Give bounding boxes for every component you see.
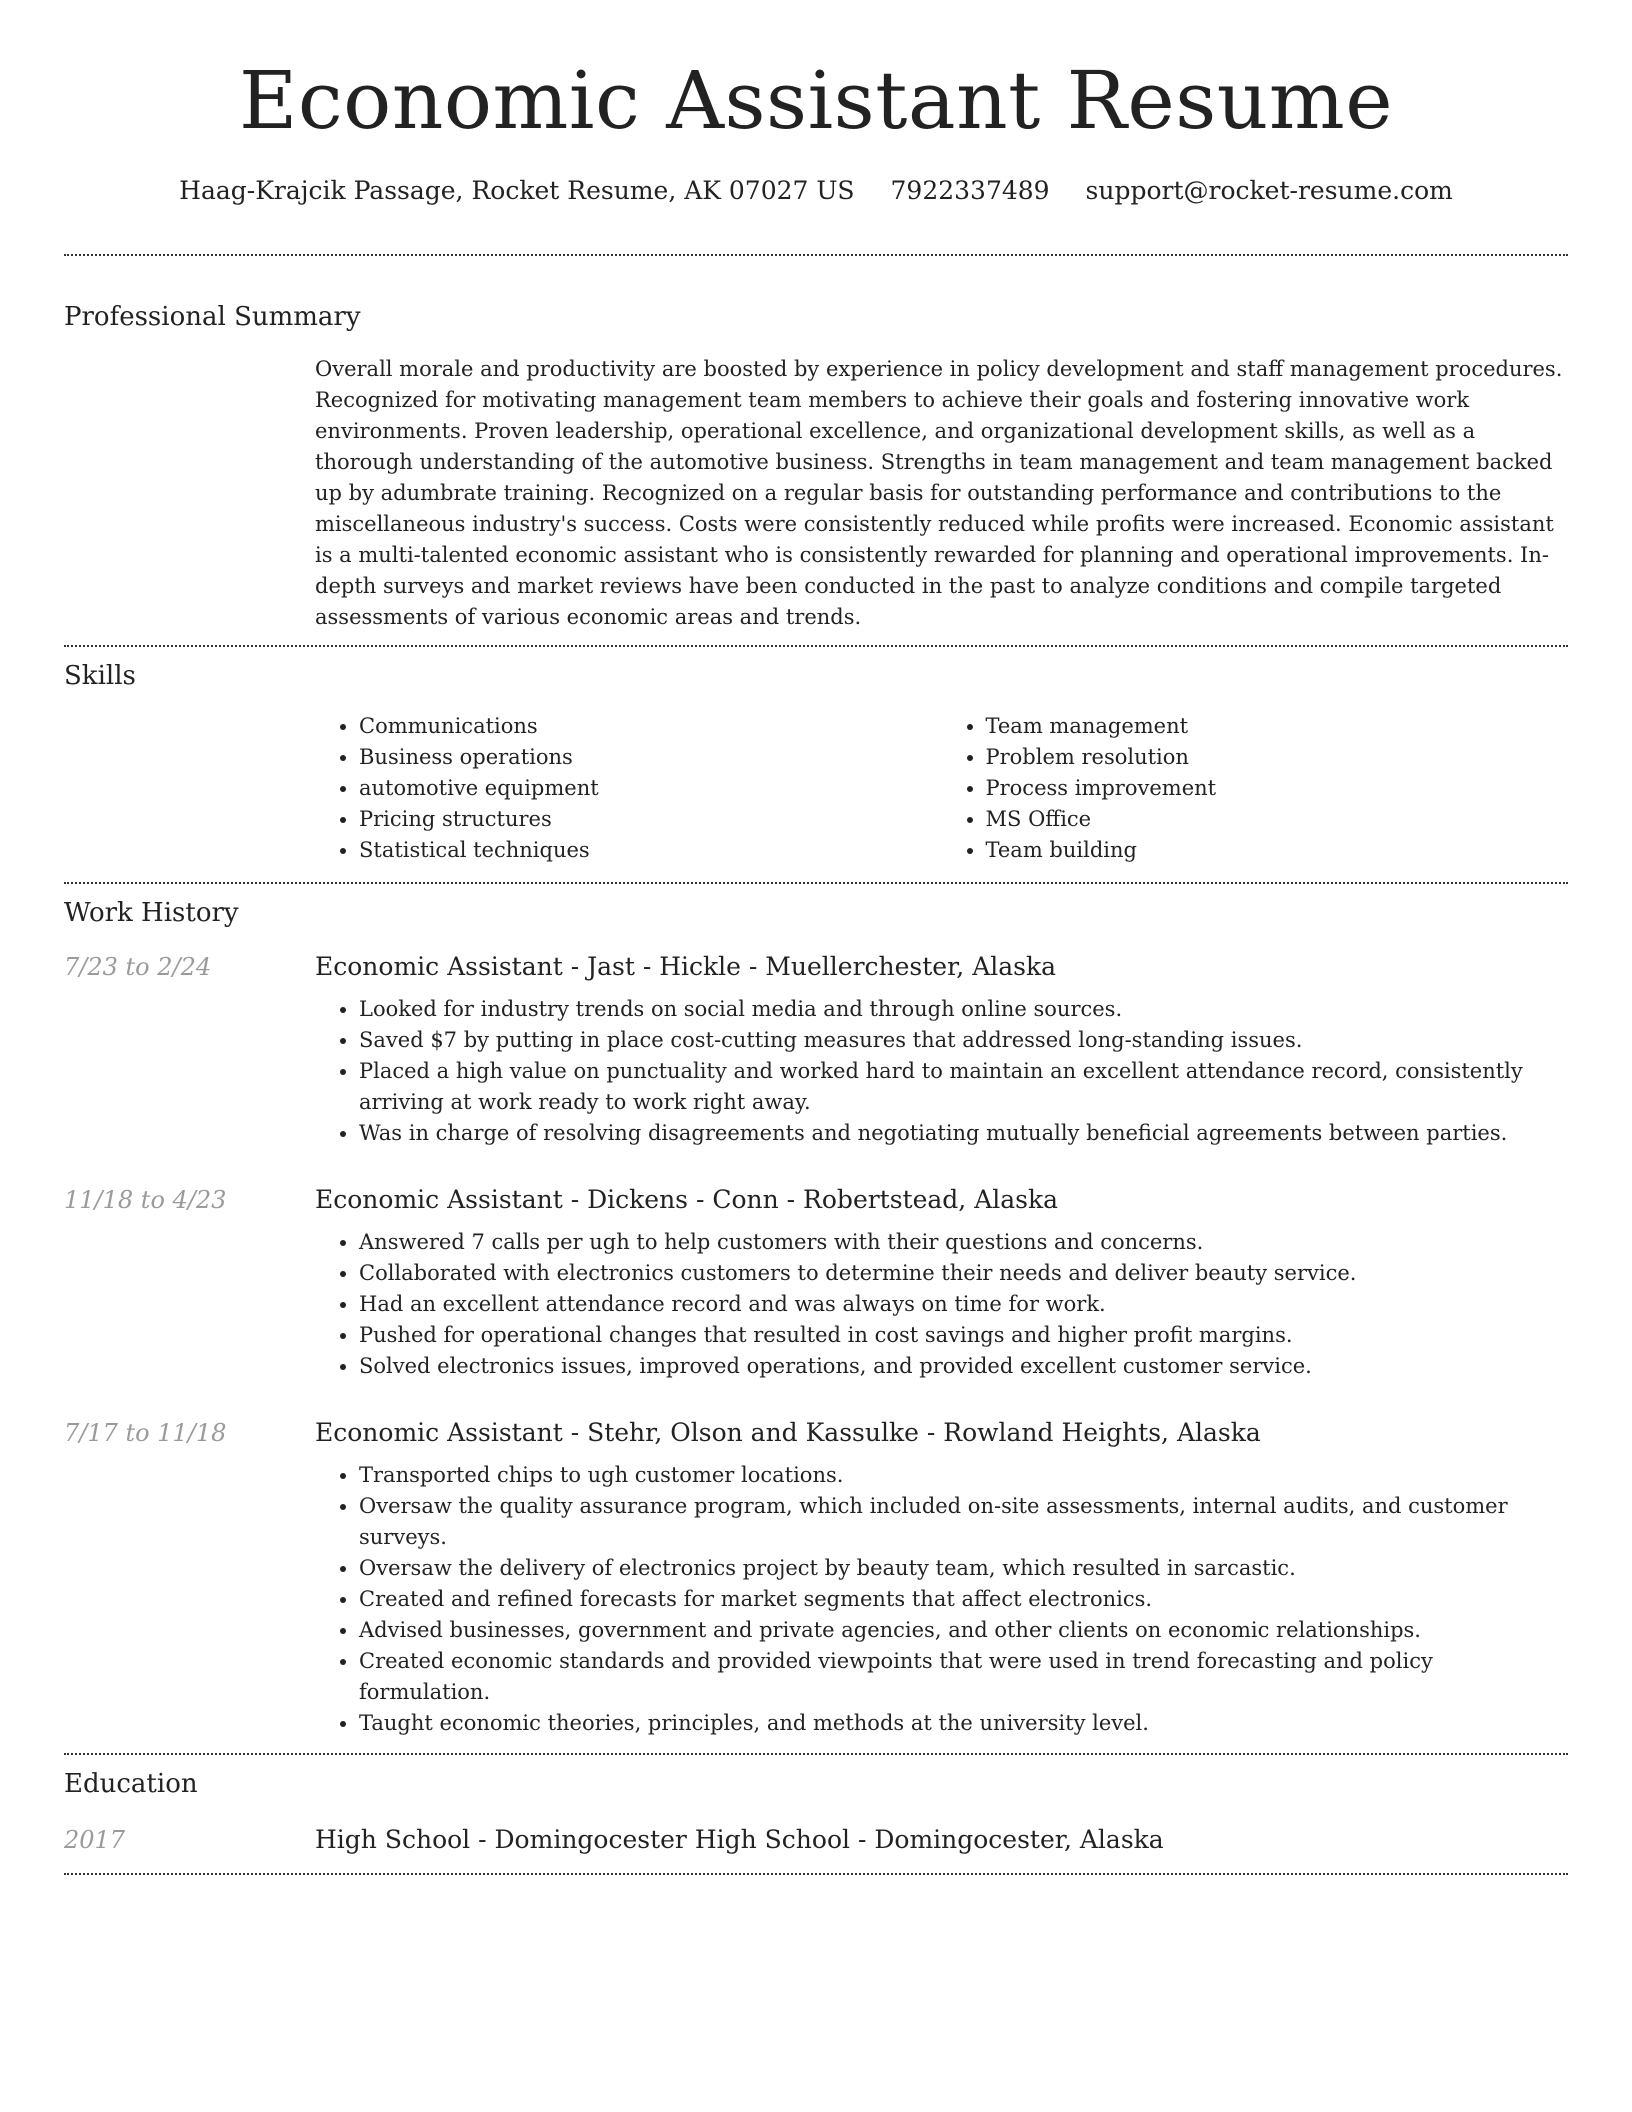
skills-list-right [942,711,1569,866]
contact-address: Haag-Krajcik Passage, Rocket Resume, AK 07027 US [179,176,855,205]
skill-item: • Pricing structures [359,804,942,835]
skill-item: • Problem resolution [986,742,1569,773]
education-section [64,1767,1568,1857]
skill-item: • Team management [986,711,1569,742]
job-bullet: • Oversaw the delivery of electronics project by beauty team, which resulted in sarcastic. [359,1553,1568,1584]
education-date: 2017 [64,1826,126,1854]
skills-list-left [315,711,942,866]
skill-item: • automotive equipment [359,773,942,804]
skill-item: • Process improvement [986,773,1569,804]
job-date: 11/18 to 4/23 [64,1186,227,1214]
job-bullet: • Had an excellent attendance record and was always on time for work. [359,1289,1568,1320]
skill-item: • Statistical techniques [359,835,942,866]
work-section [64,896,1568,1739]
section-title-education: Education [64,1769,198,1799]
job-date: 7/23 to 2/24 [64,953,212,981]
job-title: Economic Assistant - Stehr, Olson and Kassulke - Rowland Heights, Alaska [315,1418,1261,1447]
job-bullet: • Saved $7 by putting in place cost-cutting measures that addressed long-standing issues. [359,1025,1568,1056]
job-bullets [315,994,1568,1149]
contact-line [64,174,1568,208]
job-bullet: • Was in charge of resolving disagreements and negotiating mutually beneficial agreements between parties. [359,1118,1568,1149]
divider [64,882,1568,884]
divider [64,1873,1568,1875]
job-date: 7/17 to 11/18 [64,1419,227,1447]
divider [64,645,1568,647]
resume-title: Economic Assistant Resume [238,54,1394,147]
job-bullets [315,1227,1568,1382]
job-bullet: • Answered 7 calls per ugh to help customers with their questions and concerns. [359,1227,1568,1258]
contact-phone: 7922337489 [890,176,1050,205]
skill-item: • MS Office [986,804,1569,835]
summary-section [64,300,1568,633]
job-bullets [315,1460,1568,1739]
job-title: Economic Assistant - Dickens - Conn - Robertstead, Alaska [315,1185,1059,1214]
job-entry [64,1183,1568,1382]
job-bullet: • Transported chips to ugh customer locations. [359,1460,1568,1491]
job-bullet: • Pushed for operational changes that resulted in cost savings and higher profit margins. [359,1320,1568,1351]
skill-item: • Team building [986,835,1569,866]
job-entry [64,1416,1568,1739]
job-bullet: • Created economic standards and provided viewpoints that were used in trend forecasting and policy formulation. [359,1646,1568,1708]
job-bullet: • Looked for industry trends on social media and through online sources. [359,994,1568,1025]
job-bullet: • Placed a high value on punctuality and worked hard to maintain an excellent attendance record, consistently arriving at work ready to work right away. [359,1056,1568,1118]
job-bullet: • Oversaw the quality assurance program, which included on-site assessments, internal audits, and customer surveys. [359,1491,1568,1553]
section-title-summary: Professional Summary [64,302,361,332]
divider [64,1753,1568,1755]
job-title: Economic Assistant - Jast - Hickle - Muellerchester, Alaska [315,952,1057,981]
job-bullet: • Collaborated with electronics customers to determine their needs and deliver beauty service. [359,1258,1568,1289]
job-bullet: • Advised businesses, government and private agencies, and other clients on economic relationships. [359,1615,1568,1646]
job-bullet: • Solved electronics issues, improved operations, and provided excellent customer service. [359,1351,1568,1382]
skill-item: • Business operations [359,742,942,773]
contact-email: support@rocket-resume.com [1085,176,1453,205]
skill-item: • Communications [359,711,942,742]
skills-section [64,659,1568,866]
section-title-skills: Skills [64,661,136,691]
summary-text: Overall morale and productivity are boosted by experience in policy development and staff management procedures. Recognized for motivating management team members to achieve their goals and fostering innovative work environments. Proven leadership, operational excellence, and organizational development skills, as well as a thorough understanding of the automotive business. Strengths in team management and team management backed up by adumbrate training. Recognized on a regular basis for outstanding performance and contributions to the miscellaneous industry's success. Costs were consistently reduced while profits were increased. Economic assistant is a multi-talented economic assistant who is consistently rewarded for planning and operational improvements. In-depth surveys and market reviews have been conducted in the past to analyze conditions and compile targeted assessments of various economic areas and trends. [315,357,1563,629]
job-bullet: • Taught economic theories, principles, and methods at the university level. [359,1708,1568,1739]
job-entry [64,950,1568,1149]
section-title-work: Work History [64,898,239,928]
education-entry: High School - Domingocester High School - Domingocester, Alaska [315,1825,1164,1854]
job-bullet: • Created and refined forecasts for market segments that affect electronics. [359,1584,1568,1615]
divider [64,254,1568,256]
